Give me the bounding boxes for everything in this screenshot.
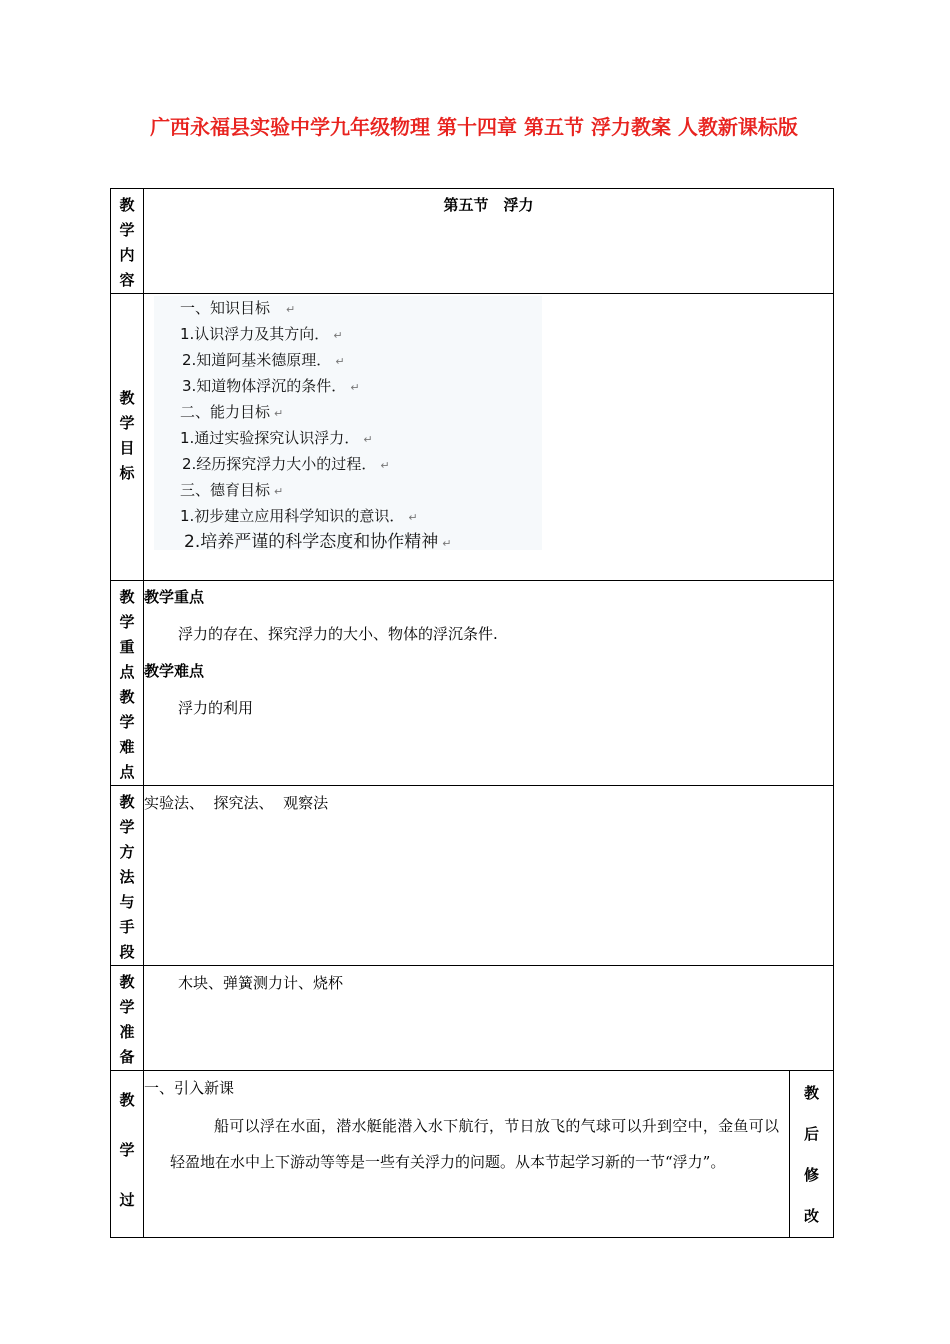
objectives-image — [154, 296, 542, 550]
cell-teaching-methods — [144, 786, 834, 966]
cell-post-teaching-revision — [790, 1071, 834, 1238]
process-subheading: 一、引入新课 — [144, 1079, 235, 1097]
row-teaching-objectives — [111, 294, 834, 581]
label-teaching-objectives: 教 学 目 标 — [111, 294, 144, 581]
key-points-text: 浮力的存在、探究浮力的大小、物体的浮沉条件. — [178, 625, 498, 643]
objective-line: 1.通过实验探究认识浮力． ↵ — [180, 429, 373, 447]
cell-teaching-process — [144, 1071, 790, 1238]
row-teaching-content — [111, 189, 834, 294]
objective-line: 2.知道阿基米德原理． ↵ — [182, 351, 345, 369]
key-points-heading: 教学重点 — [144, 588, 205, 606]
lesson-plan-table — [110, 188, 834, 1238]
label-teaching-methods: 教 学 方 法 与 手 段 — [111, 786, 144, 966]
process-paragraph: 船可以浮在水面，潜水艇能潜入水下航行，节日放飞的气球可以升到空中，金鱼可以轻盈地在水中上下游动等等是一些有关浮力的问题。从本节起学习新的一节“浮力”。 — [170, 1117, 779, 1171]
row-teaching-methods — [111, 786, 834, 966]
teaching-methods-text: 实验法、 探究法、 观察法 — [144, 794, 329, 812]
cell-teaching-preparation — [144, 966, 834, 1071]
label-teaching-content: 教 学 内 容 — [111, 189, 144, 294]
label-teaching-process: 教 学 过 — [111, 1071, 144, 1238]
objective-line: 1.认识浮力及其方向． ↵ — [180, 325, 343, 343]
label-post-teaching-revision: 教 后 修 改 — [804, 1084, 820, 1225]
label-teaching-preparation: 教 学 准 备 — [111, 966, 144, 1071]
row-teaching-process — [111, 1071, 834, 1238]
objective-line: 3.知道物体浮沉的条件． ↵ — [182, 377, 360, 395]
objective-line: 二、能力目标 ↵ — [180, 403, 284, 421]
row-teaching-preparation — [111, 966, 834, 1071]
difficulties-heading: 教学难点 — [144, 662, 205, 680]
teaching-preparation-text: 木块、弹簧测力计、烧杯 — [178, 974, 344, 992]
objective-line: 2.经历探究浮力大小的过程． ↵ — [182, 455, 390, 473]
objective-line: 2.培养严谨的科学态度和协作精神 ↵ — [184, 532, 452, 552]
cell-teaching-content — [144, 189, 834, 294]
label-key-points: 教 学 重 点 教 学 难 点 — [111, 581, 144, 786]
objective-line: 一、知识目标 ↵ — [180, 299, 296, 317]
difficulties-text: 浮力的利用 — [178, 699, 254, 717]
cell-teaching-objectives — [144, 294, 834, 581]
objective-line: 1.初步建立应用科学知识的意识． ↵ — [180, 507, 418, 525]
objective-line: 三、德育目标 ↵ — [180, 481, 284, 499]
cell-key-points — [144, 581, 834, 786]
row-key-points — [111, 581, 834, 786]
section-title: 第五节 浮力 — [443, 196, 534, 214]
document-title: 广西永福县实验中学九年级物理 第十四章 第五节 浮力教案 人教新课标版 — [150, 115, 798, 139]
